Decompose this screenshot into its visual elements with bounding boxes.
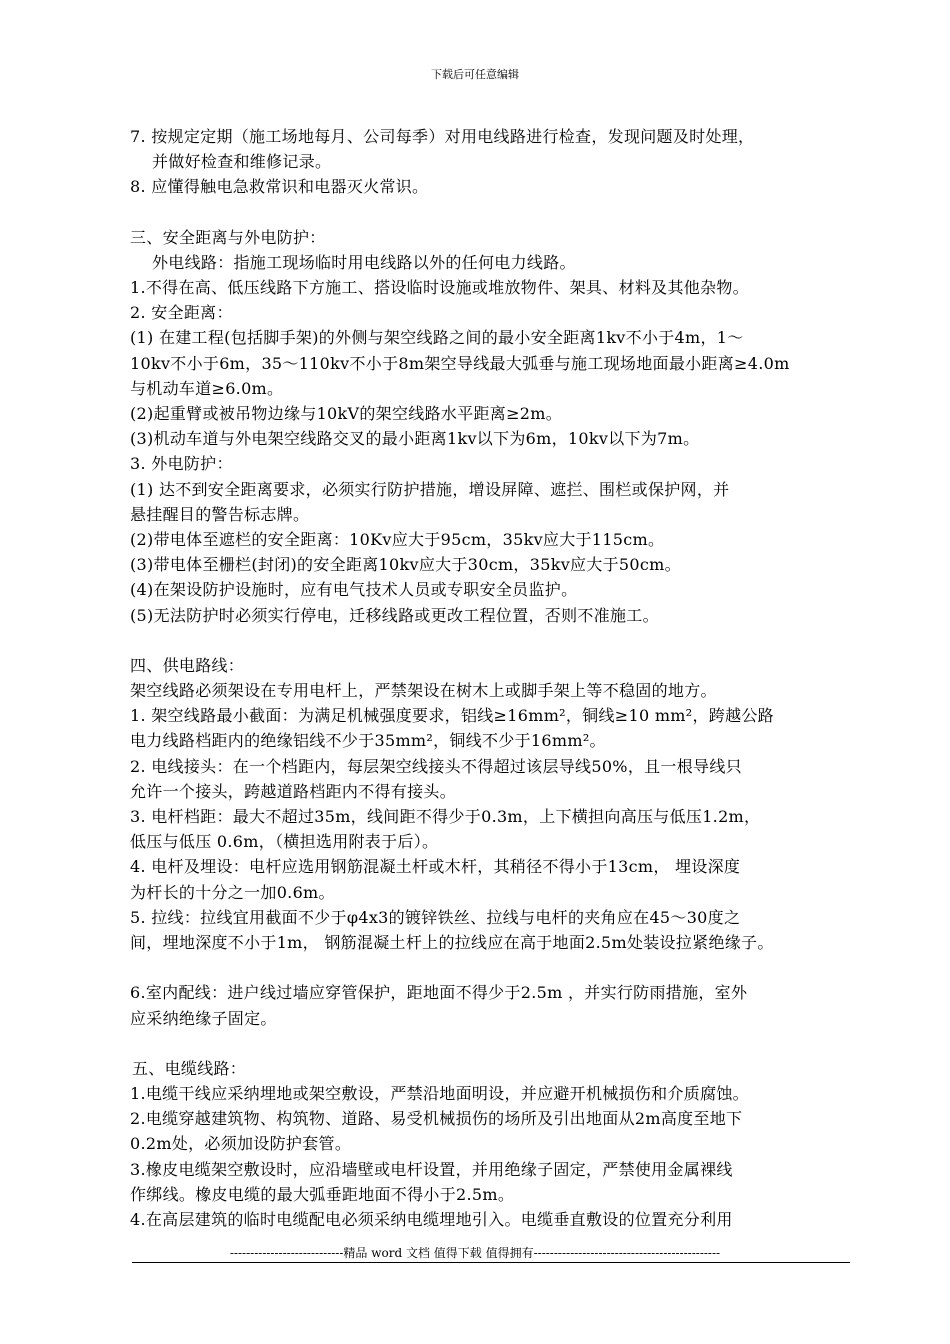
- text-line: 间，埋地深度不小于1m， 钢筋混凝土杆上的拉线应在高于地面2.5m处装设拉紧绝缘子。: [130, 933, 774, 953]
- text-line: 架空线路必须架设在专用电杆上，严禁架设在树木上或脚手架上等不稳固的地方。: [130, 681, 717, 701]
- text-line: (3)机动车道与外电架空线路交叉的最小距离1kv以下为6m，10kv以下为7m。: [130, 429, 700, 449]
- text-line: (2)带电体至遮栏的安全距离：10Kv应大于95cm，35kv应大于115cm。: [130, 530, 665, 550]
- text-line: 4.在高层建筑的临时电缆配电必须采纳电缆埋地引入。电缆垂直敷设的位置充分利用: [130, 1209, 733, 1229]
- text-line: 5. 拉线：拉线宜用截面不少于φ4x3的镀锌铁丝、拉线与电杆的夹角应在45～30度之: [130, 907, 741, 927]
- text-line: 4. 电杆及埋设：电杆应选用钢筋混凝土杆或木杆，其稍径不得小于13cm， 埋设深度: [130, 857, 741, 877]
- text-line: (5)无法防护时必须实行停电，迁移线路或更改工程位置，否则不准施工。: [130, 605, 659, 625]
- text-line: 0.2m处，必须加设防护套管。: [130, 1134, 352, 1154]
- text-line: (1) 达不到安全距离要求，必须实行防护措施，增设屏障、遮拦、围栏或保护网，并: [130, 479, 730, 499]
- text-line: (1) 在建工程(包括脚手架)的外侧与架空线路之间的最小安全距离1kv不小于4m，1～: [130, 328, 744, 348]
- text-line: 3.橡皮电缆架空敷设时，应沿墙壁或电杆设置，并用绝缘子固定，严禁使用金属裸线: [130, 1159, 733, 1179]
- text-line: (2)起重臂或被吊物边缘与10kV的架空线路水平距离≥2m。: [130, 404, 563, 424]
- text-line: 五、电缆线路：: [132, 1058, 247, 1078]
- text-line: 1.不得在高、低压线路下方施工、搭设临时设施或堆放物件、架具、材料及其他杂物。: [130, 278, 749, 298]
- text-line: 为杆长的十分之一加0.6m。: [130, 882, 335, 902]
- text-line: 四、供电路线：: [130, 655, 245, 675]
- blank-line: [130, 628, 855, 653]
- blank-line: [130, 955, 855, 980]
- page-footer: ----------------------------精品 word 文档 值得下载 值得拥有----------------------------------------------: [229, 1246, 721, 1260]
- text-line: 10kv不小于6m，35～110kv不小于8m架空导线最大弧垂与施工现场地面最小距离≥4.0m: [130, 353, 790, 373]
- page-header: 下载后可任意编辑: [431, 68, 519, 81]
- text-line: 悬挂醒目的警告标志牌。: [130, 504, 310, 524]
- text-line: 1. 架空线路最小截面：为满足机械强度要求，铝线≥16mm²，铜线≥10 mm²，跨越公路: [130, 706, 774, 726]
- text-line: 并做好检查和维修记录。: [152, 152, 332, 172]
- text-line: 与机动车道≥6.0m。: [130, 378, 284, 398]
- text-line: 2. 电线接头：在一个档距内，每层架空线接头不得超过该层导线50%，且一根导线只: [130, 756, 742, 776]
- blank-line: [130, 1031, 855, 1056]
- text-line: (3)带电体至栅栏(封闭)的安全距离10kv应大于30cm，35kv应大于50cm。: [130, 555, 681, 575]
- text-line: 3. 电杆档距：最大不超过35m，线间距不得少于0.3m，上下横担向高压与低压1.2m，: [130, 807, 761, 827]
- text-line: 7. 按规定定期（施工场地每月、公司每季）对用电线路进行检查，发现问题及时处理，: [130, 127, 755, 146]
- text-line: 2.电缆穿越建筑物、构筑物、道路、易受机械损伤的场所及引出地面从2m高度至地下: [130, 1109, 743, 1129]
- text-line: 3. 外电防护：: [130, 454, 233, 474]
- text-line: 低压与低压 0.6m，（横担选用附表于后）。: [130, 832, 439, 852]
- text-line: 允许一个接头，跨越道路档距内不得有接头。: [130, 781, 457, 801]
- blank-line: [130, 200, 855, 225]
- text-line: 电力线路档距内的绝缘铝线不少于35mm²，铜线不少于16mm²。: [130, 731, 606, 751]
- document-body: [130, 124, 855, 1232]
- text-line: 2. 安全距离：: [130, 303, 233, 323]
- text-line: 作绑线。橡皮电缆的最大弧垂距地面不得小于2.5m。: [130, 1184, 515, 1204]
- text-line: (4)在架设防护设施时，应有电气技术人员或专职安全员监护。: [130, 580, 578, 600]
- text-line: 应采纳绝缘子固定。: [130, 1008, 277, 1028]
- footer-rule: [132, 1262, 850, 1263]
- text-line: 6.室内配线：进户线过墙应穿管保护，距地面不得少于2.5m ，并实行防雨措施，室外: [130, 983, 748, 1003]
- text-line: 三、安全距离与外电防护：: [130, 227, 326, 247]
- text-line: 外电线路：指施工现场临时用电线路以外的任何电力线路。: [152, 252, 576, 272]
- text-line: 8. 应懂得触电急救常识和电器灭火常识。: [130, 177, 429, 197]
- text-line: 1.电缆干线应采纳埋地或架空敷设，严禁沿地面明设，并应避开机械损伤和介质腐蚀。: [130, 1083, 749, 1103]
